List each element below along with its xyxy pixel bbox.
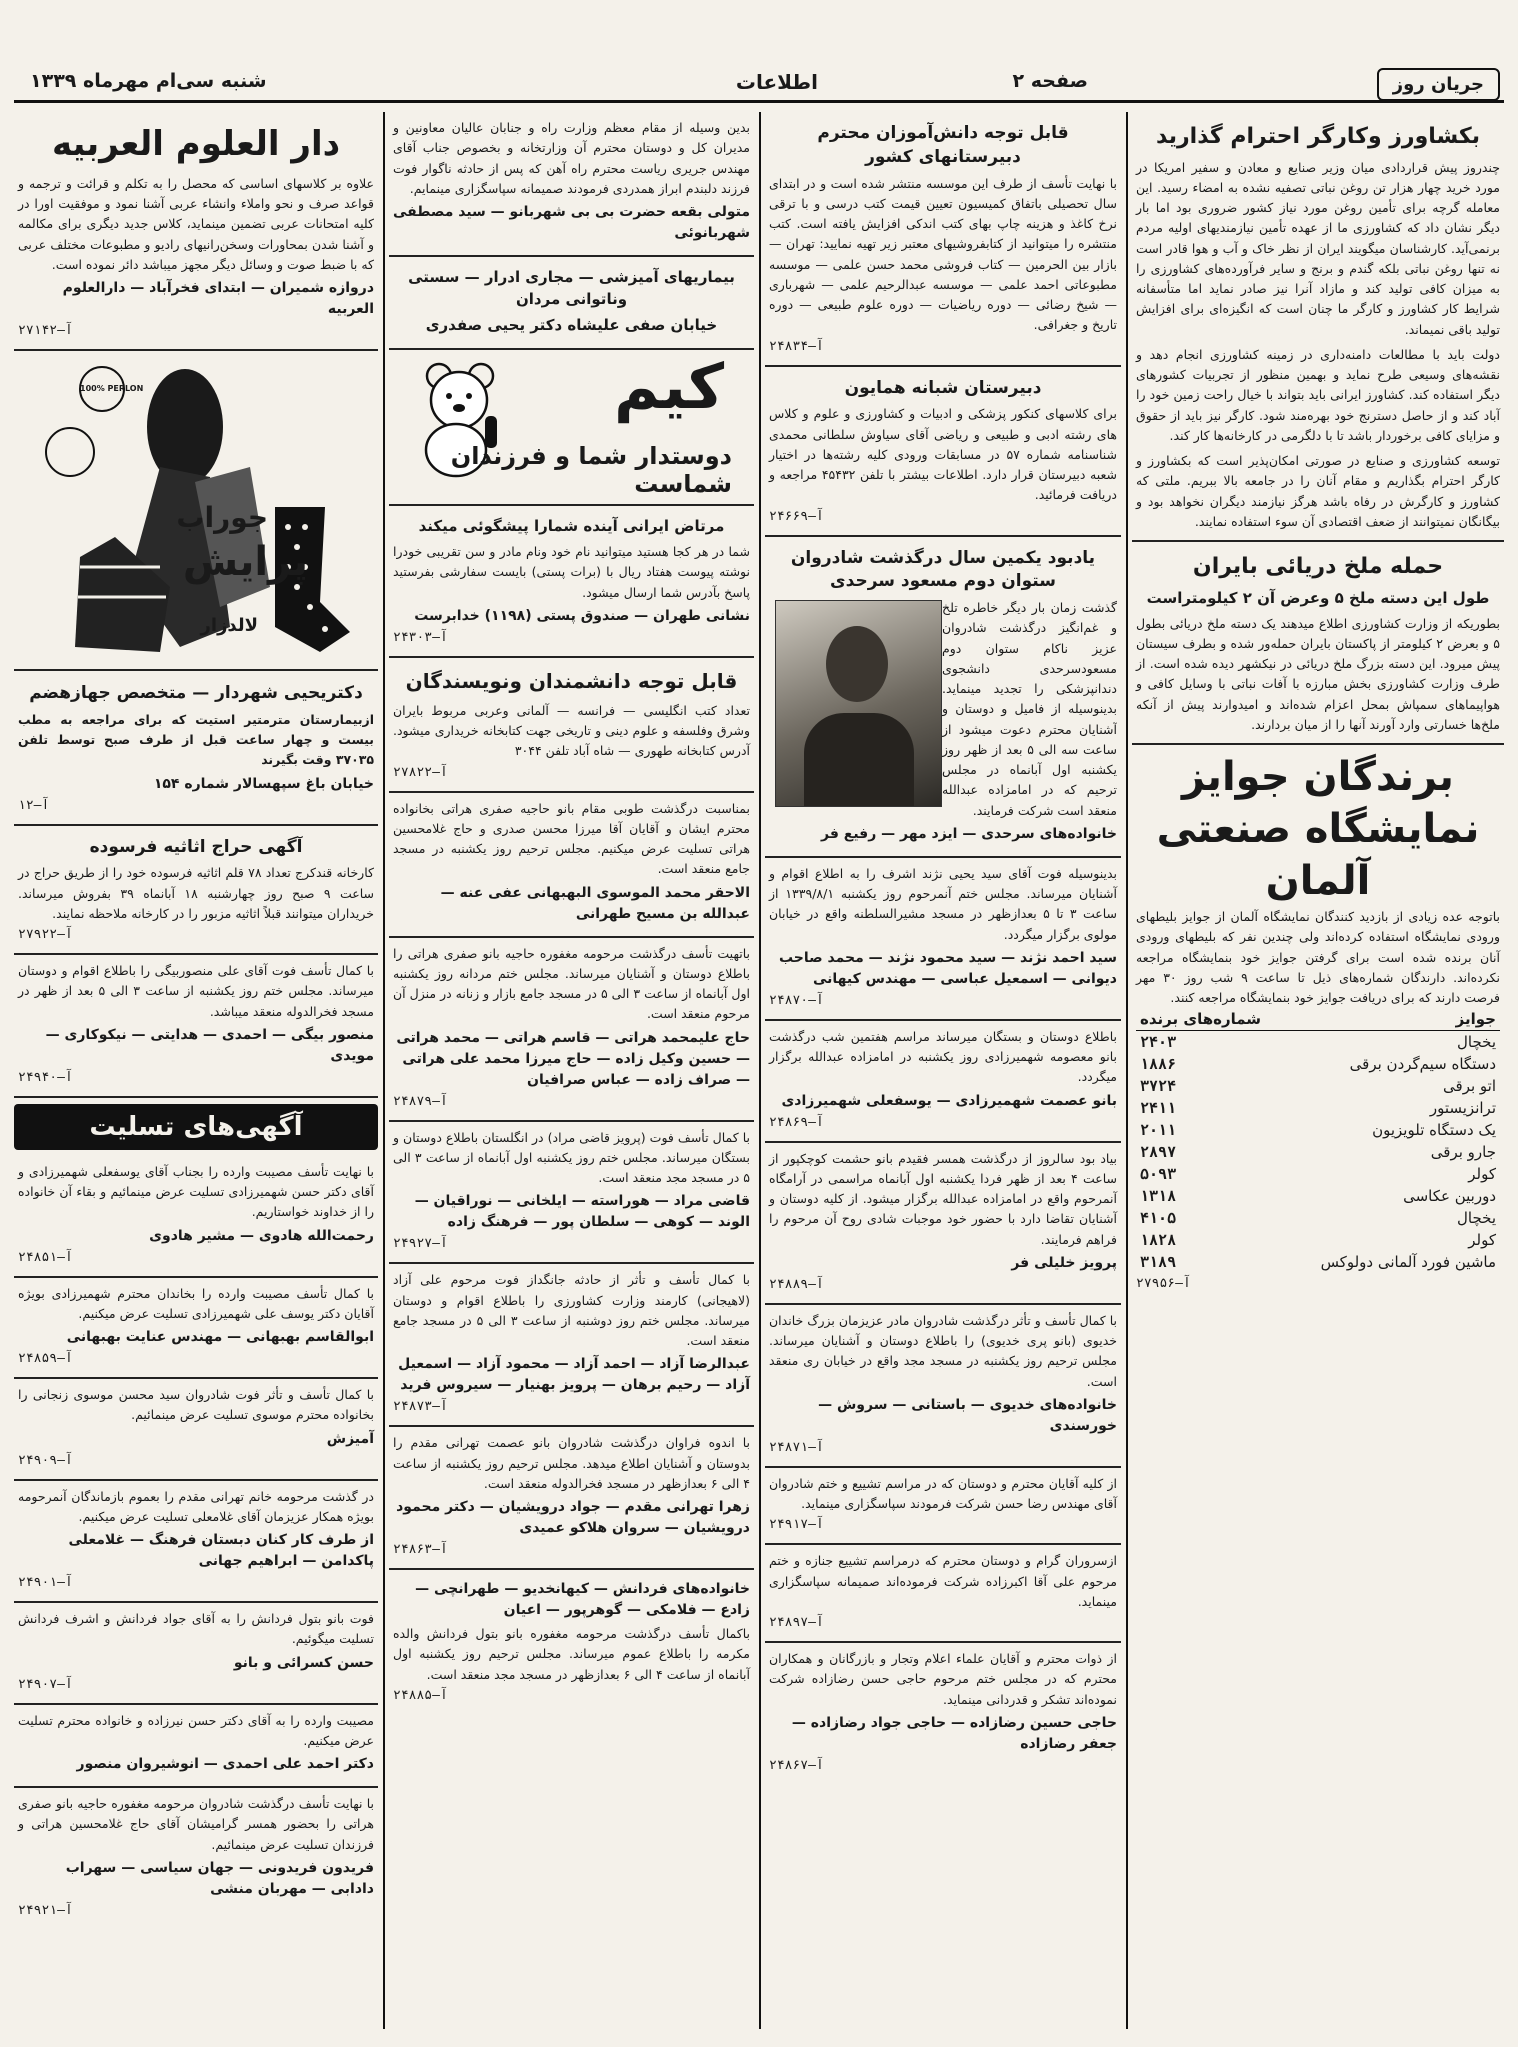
bookstore-body: تعداد کتب انگلیسی — فرانسه — آلمانی وعربی مربوط بایران وشرق وفلسفه و علوم دینی و تاریخی جهت کتابخانه خریداری میشود. آدرس کتابخانه طهوری — شاه آباد تلفن ۳۰۴۴ bbox=[393, 702, 750, 759]
perlon-badge: 100% PERLON bbox=[80, 384, 144, 394]
fortune-address: نشانی طهران — صندوق پستی (۱۱۹۸) خدابرست bbox=[414, 607, 750, 624]
obituary-body: با اندوه فراوان درگذشت شادروان بانو عصمت تهرانی مقدم را بدوستان و آشنایان اطلاع میدهد. مجلس ترحیم روز یکشنبه از ساعت ۴ الی ۶ بعدازظهر در مسجد فخرالدوله منعقد است. bbox=[393, 1435, 750, 1491]
prize-row bbox=[1136, 1185, 1500, 1207]
condolence-signature: فریدون فریدونی — جهان سیاسی — سهراب دادابی — مهربان منشی bbox=[65, 1859, 374, 1897]
fair-prize-ad bbox=[1132, 745, 1504, 1302]
prize-name: یخچال bbox=[1456, 1033, 1496, 1052]
condolence bbox=[14, 1705, 378, 1789]
thanks-body: بدین وسیله از مقام معظم وزارت راه و جنابان عالیان معاونین و مدیران کل و دوستان محترم آن وزارتخانه و بخصوص جناب آقای مهندس جریری ریاست محترم راه آهن که پس از حادثه ناگوار فوت فرزند دلبندم ابراز همدردی فرمودند صمیمانه سپاسگزاری مینمایم. bbox=[393, 120, 750, 196]
prize-name: یخچال bbox=[1456, 1209, 1496, 1228]
thanks-code: آ—۲۴۸۶۷ bbox=[769, 1757, 824, 1773]
condolence bbox=[14, 1603, 378, 1705]
kim-brand: کیم bbox=[614, 350, 724, 424]
obituary-code: آ—۲۴۸۷۱ bbox=[769, 1439, 824, 1455]
locust-news bbox=[1132, 542, 1504, 745]
school-address: دروازه شمیران — ابتدای فخرآباد — دارالعلوم العربیه bbox=[62, 280, 374, 318]
obituary bbox=[389, 1427, 754, 1570]
obituary-body: با کمال تأسف و تأثر درگذشت شادروان مادر عزیزمان بزرگ خاندان خدیوی (بانو پری خدیوی) را باطلاع دوستان و آشنایان میرساند. مجلس ترحیم روز یکشنبه در مسجد مجد واقع در خیابان ری منعقد است. bbox=[769, 1312, 1117, 1389]
clinic-address: خیابان صفی علیشاه دکتر یحیی صفدری bbox=[425, 315, 718, 334]
prize-name: اتو برقی bbox=[1443, 1077, 1496, 1096]
fortune-teller-ad bbox=[389, 506, 754, 658]
editorial-body: چندروز پیش قراردادی میان وزیر صنایع و معادن و سفیر امریکا در مورد خرید چهار هزار تن روغن نباتی تصفیه نشده به امضاء رسید. این معامله گرچه برای تأمین روغن مورد نیاز کشور ضروری بود اما بار دیگر نشان داد که کشاورزی ما از عهده تأمین نیازمندیهای اولیه مردم برنمی‌آید. کارشناسان میگویند ایران از نظر خاک و آب و هوا قادر است نه تنها روغن نباتی بلکه گندم و برنج و سایر فرآورده‌های کشاورزی را به میزان کافی تولید کند و مازاد آنرا نیز صادر نماید اما متأسفانه شرایط کار کشاورز و کارگر ما چنان است که انگیزه‌ای برای افزایش تولید باقی نمیماند. bbox=[1136, 159, 1500, 337]
column-title-box: جریان روز bbox=[1377, 68, 1500, 101]
column-rule bbox=[759, 112, 761, 2029]
condolence-signature: رحمت‌الله هادوی — مشیر هادوی bbox=[149, 1227, 374, 1244]
memorial-notice bbox=[765, 537, 1121, 858]
socks-maker: لالدزار bbox=[200, 615, 258, 637]
thanks-signature: متولی بقعه حضرت بی بی شهربانو — سید مصطفی شهربانوئی bbox=[393, 204, 750, 241]
winning-number: ۲۸۹۷ bbox=[1140, 1143, 1177, 1162]
obituary-signature: سید احمد نژند — سید محمود نژند — محمد صاحب دیوانی — اسمعیل عباسی — مهندس کیهانی bbox=[778, 949, 1117, 987]
obituary-body: باتهیت تأسف درگذشت مرحومه مغفوره حاجیه بانو صفری هراتی را باطلاع دوستان و آشنایان میرساند. مجلس ختم مردانه روز یکشنبه اول آبانماه از ساعت ۳ الی ۵ در مسجد جامع بازار و زنانه در منزل آن مرحوم منعقد است. bbox=[393, 945, 750, 1022]
condolence bbox=[14, 1481, 378, 1604]
condolence-code: آ—۲۴۹۲۱ bbox=[18, 1902, 73, 1918]
condolence-code: آ—۲۴۸۵۹ bbox=[18, 1351, 73, 1367]
school-body: برای کلاسهای کنکور پزشکی و ادبیات و کشاورزی و علوم و کلاس های رشته ادبی و طبیعی و ریاضی آقای سیاوش سلطانی محمدی شناسنامه شماره ۵۷ در مسابقات ورودی کلیه رشته‌ها در اختیار شعبه دبیرستان قرار دارد. اطلاعات بیشتر با تلفن ۴۵۴۳۲ مراجعه و دریافت فرمائید. bbox=[769, 406, 1117, 503]
winning-number: ۴۱۰۵ bbox=[1140, 1209, 1177, 1228]
page-number: صفحه ۲ bbox=[1012, 70, 1088, 92]
thanks-notice bbox=[765, 1643, 1121, 1784]
school-title: دار العلوم العربیه bbox=[51, 124, 341, 164]
news-subtitle: طول این دسته ملخ ۵ وعرض آن ۲ کیلومتراست bbox=[1146, 588, 1490, 607]
doctor-body: ازبیمارستان مترمتیر استیت که برای مراجعه به مطب بیست و چهار ساعت قبل از طرف صبح توسط تلفن ۳۷۰۳۵ وقت بگیرند bbox=[18, 711, 374, 768]
prize-name: دوربین عکاسی bbox=[1403, 1187, 1496, 1206]
prize-row bbox=[1136, 1229, 1500, 1251]
condolence bbox=[14, 1156, 378, 1278]
condolence-body: با نهایت تأسف درگذشت شادروان مرحومه مغفوره حاجیه بانو صفری هراتی را بحضور همسر گرامیشان آقای حاج غلامحسین هراتی و فرزندان تسلیت عرض مینمائیم. bbox=[18, 1796, 374, 1852]
obituary bbox=[765, 1021, 1121, 1143]
news-title: حمله ملخ دریائی بایران bbox=[1192, 554, 1444, 580]
obituary bbox=[389, 1264, 754, 1427]
prize-name: کولر bbox=[1468, 1231, 1496, 1250]
night-school-ad bbox=[765, 367, 1121, 537]
doctor-ad bbox=[14, 671, 378, 825]
obituary bbox=[389, 1122, 754, 1265]
winning-number: ۳۱۸۹ bbox=[1140, 1253, 1177, 1272]
condolence bbox=[14, 1788, 378, 1929]
prize-row bbox=[1136, 1119, 1500, 1141]
bookstore-title: قابل توجه دانشمندان ونویسندگان bbox=[405, 668, 738, 693]
obituary-body: بدینوسیله فوت آقای سید یحیی نژند اشرف را به اطلاع اقوام و آشنایان میرساند. مجلس ختم آنمرحوم روز یکشنبه ۱۳۳۹/۸/۱ از ساعت ۳ تا ۵ بعدازظهر در مسجد مشیرالسلطنه واقع در خیابان مولوی برگزار میگردد. bbox=[769, 865, 1118, 942]
number-header: شماره‌های برنده bbox=[1140, 1010, 1262, 1029]
portrait-photo bbox=[775, 600, 942, 807]
column-3 bbox=[389, 112, 754, 2029]
header-rule bbox=[14, 100, 1504, 103]
editorial bbox=[1132, 112, 1504, 542]
obituary-signature: زهرا تهرانی مقدم — جواد درویشیان — دکتر محمود درویشیان — سروان هلاکو عمیدی bbox=[396, 1499, 750, 1536]
obituary-code: آ—۲۴۸۶۹ bbox=[769, 1114, 824, 1130]
doctor-address: خیابان باغ سپهسالار شماره ۱۵۴ bbox=[153, 775, 374, 792]
condolence bbox=[14, 1278, 378, 1380]
condolence-signature: از طرف کار کنان دبستان فرهنگ — غلامعلی پاکدامن — ابراهیم جهانی bbox=[68, 1532, 374, 1570]
obituary bbox=[765, 1305, 1121, 1468]
prize-name: ماشین فورد آلمانی دولوکس bbox=[1320, 1253, 1496, 1272]
column-1 bbox=[1132, 112, 1504, 2029]
winning-number: ۲۴۰۳ bbox=[1140, 1033, 1177, 1052]
prize-name: دستگاه سیم‌گردن برقی bbox=[1349, 1055, 1496, 1074]
prize-name: کولر bbox=[1468, 1165, 1496, 1184]
condolence bbox=[14, 1379, 378, 1481]
obituary bbox=[389, 1570, 754, 1714]
prize-row bbox=[1136, 1163, 1500, 1185]
school-title: دبیرستان شبانه همایون bbox=[844, 377, 1042, 398]
obituary bbox=[389, 938, 754, 1122]
obituary-code: آ—۲۴۸۶۳ bbox=[393, 1542, 448, 1557]
condolence-signature: آمیزش bbox=[326, 1430, 374, 1447]
obituary-signature: منصور بیگی — احمدی — هدایتی — نیکوکاری — مویدی bbox=[45, 1026, 374, 1064]
prize-row bbox=[1136, 1207, 1500, 1229]
thanks-body: ازسروران گرام و دوستان محترم که درمراسم تشییع جنازه و ختم مرحوم علی آقا اکبرزاده شرکت فرموده‌اند صمیمانه سپاسگزاری مینماید. bbox=[769, 1553, 1117, 1609]
obituary-body: با کمال تأسف و تأثر از حادثه جانگداز فوت مرحوم علی آزاد (لاهیجانی) کارمند وزارت کشاورزی را باطلاع اقوام و دوستان میرساند. مجلس ختم روز دوشنبه از ساعت ۳ الی ۵ در مسجد جامع منعقد است. bbox=[393, 1272, 750, 1348]
condolence-body: بمناسبت درگذشت طوبی مقام بانو حاجیه صفری هراتی بخانواده محترم ایشان و آقایان آقا میرزا محسن صدری و حاج غلامحسین هراتی تسلیت عرض میکنیم. مجلس ترحیم روز یکشنبه در مسجد جامع منعقد است. bbox=[393, 800, 750, 877]
thanks-notice bbox=[765, 1545, 1121, 1643]
winning-number: ۲۴۱۱ bbox=[1140, 1099, 1177, 1118]
obituary bbox=[765, 858, 1121, 1021]
school-code: آ—۲۴۶۶۹ bbox=[769, 508, 824, 524]
prize-name: ترانزیستور bbox=[1429, 1099, 1496, 1118]
obituary-code: آ—۲۴۸۷۳ bbox=[393, 1399, 448, 1415]
condolence-code: آ—۲۴۹۰۷ bbox=[18, 1676, 73, 1692]
condolence-body: با کمال تأسف و تأثر فوت شادروان سید محسن موسوی زنجانی را بخانواده محترم موسوی تسلیت عرض مینمائیم. bbox=[18, 1387, 374, 1423]
condolence-body: با کمال تأسف مصیبت وارده را بخاندان محترم شهمیرزادی بویژه آقایان دکتر یوسف علی شهمیرزادی تسلیت عرض میکنیم. bbox=[18, 1285, 374, 1321]
column-rule bbox=[1126, 112, 1128, 2029]
auction-body: کارخانه قندکرج تعداد ۷۸ قلم اثاثیه فرسوده خود را از طریق حراج در ساعت ۹ صبح روز چهارشنبه ۱۸ آبانماه ۳۹ بفروش میرساند. خریداران میتوانند قبلاً اثاثیه مزبور را در کارخانه ملاحظه نمایند. bbox=[18, 865, 375, 921]
obituary-body: باکمال تأسف درگذشت مرحومه مغفوره بانو بتول فردانش والده مکرمه را باطلاع عموم میرساند. مجلس ترحیم روز یکشنبه اول آبانماه از ساعت ۴ الی ۶ بعدازظهر در مسجد مجد منعقد است. bbox=[393, 1626, 750, 1682]
condolence-code: آ—۲۴۹۰۹ bbox=[18, 1452, 73, 1468]
thanks-code: آ—۲۴۸۹۷ bbox=[769, 1615, 824, 1631]
socks-label: جوراب bbox=[176, 501, 268, 535]
obituary-signature: پرویز خلیلی فر bbox=[1011, 1254, 1117, 1271]
editorial-body: توسعه کشاورزی و صنایع در صورتی امکان‌پذیر است که بکشاورز و کارگر احترام بگذاریم و مقام آنان را در جامعه بالا ببریم. ملتی که کشاورز و کارگرش در رفاه باشد هرگز نیازمند دیگران نخواهد بود و بیگانگان نمیتوانند از ضعف اقتصادی آن سوء استفاده نمایند. bbox=[1136, 453, 1500, 529]
obituary-code: آ—۲۴۸۸۵ bbox=[393, 1687, 448, 1703]
memorial-title: یادبود یکمین سال درگذشت شادروان ستوان دوم مسعود سرحدی bbox=[790, 547, 1096, 592]
obituary-code: آ—۲۴۸۷۰ bbox=[769, 992, 824, 1008]
condolence-body: مصیبت وارده را به آقای دکتر حسن نیرزاده و خانواده محترم تسلیت عرض میکنیم. bbox=[18, 1712, 374, 1748]
obituary-signature: قاضی مراد — هوراسته — ایلخانی — نوراقیان — الوند — کوهی — سلطان پور — فرهنگ زاده bbox=[414, 1193, 750, 1231]
notice-body: با نهایت تأسف از طرف این موسسه منتشر شده است و در ابتدای سال تحصیلی باتفاق کمیسیون تعیین قیمت کتب درسی و با ترقی نرخ کاغذ و هزینه چاپ بهای کتب اندکی افزایش یافته است. کتب منتشره را میتوانید از کتابفروشیهای معتبر زیر تهیه نمایید: تهران — بازار بین الحرمین — کتاب فروشی محمد حسن علمی — موسسه مطبوعاتی احمد علمی — موسسه عبدالرحیم علمی — شهرباری — شیخ رضائی — دوره ریاضیات — دوره علوم طبیعی — دوره تاریخ و جغرافی. bbox=[769, 175, 1117, 333]
notice-title: قابل توجه دانش‌آموزان محترم دبیرستانهای کشور bbox=[817, 123, 1069, 167]
ad-body: باتوجه عده زیادی از بازدید کنندگان نمایشگاه آلمان از جوایز بلیطهای ورودی نمایشگاه استفاده کرده‌اند ولی چندین نفر که بلیطهای ورودی آنان برنده شده است برای گرفتن جوایز خود بنمایشگاه مراجعه نکرده‌اند. دارندگان شماره‌های ذیل تا ساعت ۹ شب روز ۳۰ مهر فرصت دارند که برای دریافت جوایز خود بنمایشگاه مراجعه کنند. bbox=[1136, 909, 1500, 1006]
thanks-signature: حاجی حسین رضازاده — حاجی جواد رضازاده — جعفر رضازاده bbox=[791, 1714, 1117, 1752]
fortune-body: شما در هر کجا هستید میتوانید نام خود ونام مادر و سن تقریبی خودرا نوشته پیوست هفتاد ریال با (برات پستی) بایست سفارشی بفرستید پاسخ بآدرس شما ارسال میشود. bbox=[393, 544, 750, 600]
obituary-signature: بانو عصمت شهمیرزادی — یوسفعلی شهمیرزادی bbox=[781, 1092, 1117, 1109]
fortune-code: آ—۲۴۳۰۳ bbox=[393, 629, 448, 645]
condolence-code: آ—۲۴۸۵۱ bbox=[18, 1249, 73, 1265]
obituary-body: باطلاع دوستان و بستگان میرساند مراسم هفتمین شب درگذشت بانو معصومه شهمیرزادی روز یکشنبه در امامزاده عبدالله برگزار میگردد. bbox=[769, 1028, 1117, 1085]
condolence-signature: حسن کسرائی و بانو bbox=[233, 1654, 374, 1671]
prize-row bbox=[1136, 1097, 1500, 1119]
winning-number: ۵۰۹۳ bbox=[1140, 1165, 1177, 1184]
paper-name: اطلاعات bbox=[735, 70, 818, 94]
memorial-signature: خانواده‌های سرحدی — ایزد مهر — رفیع فر bbox=[821, 825, 1117, 842]
thanks-body: از ذوات محترم و آقایان علماء اعلام وتجار و بازرگانان و همکاران محترم که در مجلس ختم مرحوم حاجی حسن رضازاده شرکت نموده‌اند تشکر و قدردانی مینماید. bbox=[769, 1651, 1117, 1707]
condolence-body: در گذشت مرحومه خانم تهرانی مقدم را بعموم بازماندگان آنمرحومه بویژه همکار عزیزمان آقای غلامعلی تسلیت عرض میکنیم. bbox=[18, 1488, 374, 1524]
prize-row bbox=[1136, 1075, 1500, 1097]
bookstore-ad bbox=[389, 658, 754, 793]
obituary-signature: خانواده‌های خدیوی — باستانی — سروش — خورسندی bbox=[818, 1396, 1117, 1434]
condolence bbox=[389, 793, 754, 938]
condolence-band: آگهی‌های تسلیت bbox=[14, 1104, 378, 1150]
kim-tagline: دوستدار شما و فرزندان شماست bbox=[450, 442, 732, 499]
socks-ad bbox=[14, 351, 378, 671]
obituary-body: با کمال تأسف فوت آقای علی منصوربیگی را باطلاع اقوام و دوستان میرساند. مجلس ختم روز یکشنبه از ساعت ۳ الی ۵ بعد از ظهر در مسجد فخرالدوله منعقد میباشد. bbox=[18, 963, 374, 1019]
obituary-signature: عبدالرضا آزاد — احمد آزاد — محمود آزاد — اسمعیل آزاد — رحیم برهان — پرویز بهنیار — سیروس فرید bbox=[398, 1356, 750, 1394]
school-body: علاوه بر کلاسهای اساسی که محصل را به تکلم و قرائت و ترجمه و قواعد صرف و نحو واملاء وانشاء عربی آشنا نمود و موفقیت اورا در کلیه امتحانات عربی تضمین مینماید، کلاس جدید دیگری برای مکالمه و آشنا شدن بمحاورات وسخن‌رانیهای رادیو و مطبوعات مختلف عربی که با ضبط صوت و وسائل دیگر مجهز میباشد دائر نموده است. bbox=[18, 175, 374, 272]
winning-number: ۲۰۱۱ bbox=[1140, 1121, 1177, 1140]
news-body: بطوریکه از وزارت کشاورزی اطلاع میدهند یک دسته ملخ دریائی بطول ۵ و بعرض ۲ کیلومتر از پاکستان بایران حمله‌ور شده و بطرف سیستان پیش میرود. این دسته بزرگ ملخ دریائی در نیکشهر دیده شده است. از طرف وزارت کشاورزی بخش مبارزه با آفات نباتی با وسایل کافی و هواپیماهای سمپاش بمحل اعزام شده‌اند و امیدوارند پیش از آنکه ملخ‌ها خسارتی وارد آورند آنها را از میان بردارند. bbox=[1136, 615, 1500, 732]
obituary-code: آ—۲۴۹۴۰ bbox=[18, 1069, 73, 1085]
prize-name: جارو برقی bbox=[1430, 1143, 1496, 1162]
column-4 bbox=[14, 112, 378, 2029]
winning-number: ۳۷۲۴ bbox=[1140, 1077, 1177, 1096]
obituary-signature: خانواده‌های فردانش — کیهانخدیو — طهرانچی — زادع — فلامکی — گوهرپور — اعیان bbox=[415, 1581, 750, 1618]
ad-code: آ—۲۷۹۵۶ bbox=[1136, 1276, 1191, 1292]
textbook-notice bbox=[765, 112, 1121, 367]
prize-row bbox=[1136, 1031, 1500, 1054]
prize-row bbox=[1136, 1053, 1500, 1075]
auction-title: آگهی حراج اثاثیه فرسوده bbox=[89, 836, 303, 857]
doctor-title: دکتریحیی شهردار — متخصص جهازهضم bbox=[29, 683, 363, 704]
obituary-code: آ—۲۴۹۲۷ bbox=[393, 1236, 448, 1252]
editorial-body: دولت باید با مطالعات دامنه‌داری در زمینه کشاورزی انجام دهد و نقشه‌های وسیعی طرح نماید و بهمین منظور از تجربیات کشورهای دیگر استفاده کند. کشاورز ایرانی باید بتواند با خیال راحت زمین خود را آباد کند و از حاصل دسترنج خود بهره‌مند شود. کارگر نیز باید از حقوق و مزایای کافی برخوردار باشد تا با دلگرمی در کارخانه‌ها کار کند. bbox=[1136, 346, 1500, 443]
condolence-signature: دکتر احمد علی احمدی — انوشیروان منصور bbox=[76, 1756, 374, 1773]
notice-code: آ—۲۴۸۳۴ bbox=[769, 338, 824, 354]
prize-row bbox=[1136, 1251, 1500, 1273]
school-code: آ—۲۷۱۴۲ bbox=[18, 323, 73, 339]
prize-name: یک دستگاه تلویزیون bbox=[1372, 1121, 1496, 1140]
column-2 bbox=[765, 112, 1121, 2029]
condolence-body: با نهایت تأسف مصیبت وارده را بجناب آقای یوسفعلی شهمیرزادی و آقای دکتر حسن شهمیرزادی تسلیت عرض مینمائیم و بقاء آن خانواده را از خداوند خواستاریم. bbox=[18, 1163, 374, 1220]
obituary bbox=[765, 1143, 1121, 1305]
auction-ad bbox=[14, 826, 378, 956]
prize-header: جوایز bbox=[1455, 1010, 1496, 1029]
thanks-notice bbox=[389, 112, 754, 257]
obituary-code: آ—۲۴۸۷۹ bbox=[393, 1093, 448, 1109]
arabic-school-ad bbox=[14, 112, 378, 351]
clinic-ad bbox=[389, 257, 754, 350]
obituary-body: بیاد بود سالروز از درگذشت همسر فقیدم بانو حشمت کوچکپور از ساعت ۴ بعد از ظهر فردا یکشنبه اول آبانماه مراسمی در آرامگاه آنمرحوم واقع در امامزاده عبدالله برگزار میشود. از کلیه دوستان و آشنایان تقاضا دارد با حضور خود موجبات شادی روح آن مرحوم را فراهم فرمایند. bbox=[769, 1150, 1117, 1247]
auction-code: آ—۲۷۹۲۲ bbox=[18, 927, 73, 943]
ad-title: برندگان جوایز نمایشگاه صنعتی آلمان bbox=[1156, 754, 1480, 905]
obituary bbox=[14, 955, 378, 1098]
column-rule bbox=[383, 112, 385, 2029]
winning-number: ۱۸۸۶ bbox=[1140, 1055, 1177, 1074]
prize-table bbox=[1136, 1008, 1500, 1273]
condolence-signature: الاحقر محمد الموسوی البهبهانی عفی عنه — عبدالله بن مسیح طهرانی bbox=[440, 884, 750, 922]
thanks-body: از کلیه آقایان محترم و دوستان که در مراسم تشییع و ختم شادروان آقای مهندس رضا حسن شرکت فرمودند سپاسگزاری مینماید. bbox=[769, 1475, 1117, 1512]
thanks-notice bbox=[765, 1468, 1121, 1546]
memorial-body: گذشت زمان بار دیگر خاطره تلخ و غم‌انگیز درگذشت شادروان عزیز ناکام ستوان دوم مسعودسرحدی دانشجوی دندانپزشکی را تجدید مینماید. بدینوسیله از فامیل و دوستان و آشنایان محترم دعوت میشود از ساعت سه الی ۵ بعد از ظهر روز یکشنبه اول آبانماه در مجلس ترحیم که در امامزاده عبدالله منعقد است شرکت فرمایند. bbox=[942, 600, 1117, 818]
thanks-code: آ—۲۴۹۱۷ bbox=[769, 1517, 824, 1533]
bookstore-code: آ—۲۷۸۲۲ bbox=[393, 764, 448, 780]
doctor-code: آ—۱۲ bbox=[18, 797, 50, 813]
winning-number: ۱۳۱۸ bbox=[1140, 1187, 1177, 1206]
obituary-signature: حاج علیمحمد هراتی — قاسم هراتی — محمد هراتی — حسین وکیل زاده — حاج میرزا محمد علی هراتی — صراف زاده — عباس صرافیان bbox=[396, 1029, 750, 1088]
clinic-title: بیماریهای آمیزشی — مجاری ادرار — سستی وناتوانی مردان bbox=[408, 268, 735, 308]
obituary-body: با کمال تأسف فوت (پرویز قاضی مراد) در انگلستان باطلاع دوستان و بستگان میرساند. مجلس ختم روز یکشنبه اول آبانماه از ساعت ۳ الی ۵ در مسجد مجد منعقد است. bbox=[393, 1129, 750, 1185]
editorial-title: بکشاورز وکارگر احترام گذارید bbox=[1156, 124, 1480, 149]
fortune-title: مرتاض ایرانی آینده شمارا پیشگوئی میکند bbox=[418, 517, 725, 536]
obituary-code: آ—۲۴۸۸۹ bbox=[769, 1276, 824, 1292]
prize-row bbox=[1136, 1141, 1500, 1163]
issue-date: شنبه سی‌ام مهرماه ۱۳۳۹ bbox=[30, 70, 267, 92]
kim-ad bbox=[389, 350, 754, 506]
socks-brand: پرایش bbox=[182, 539, 308, 586]
winning-number: ۱۸۲۸ bbox=[1140, 1231, 1177, 1250]
condolence-body: فوت بانو بتول فردانش را به آقای جواد فردانش و اشرف فردانش تسلیت میگوئیم. bbox=[18, 1611, 374, 1647]
condolence-signature: ابوالقاسم بهبهانی — مهندس عنایت بهبهانی bbox=[66, 1329, 374, 1346]
condolence-code: آ—۲۴۹۰۱ bbox=[18, 1575, 73, 1591]
